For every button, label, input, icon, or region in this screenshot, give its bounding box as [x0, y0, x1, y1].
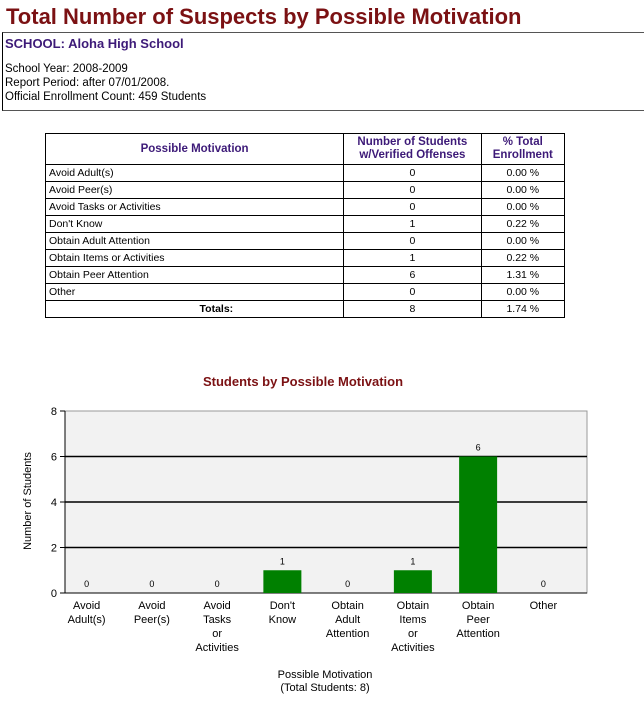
- cell-motivation: Other: [46, 284, 344, 301]
- table-row: [46, 182, 565, 199]
- cell-motivation: Obtain Peer Attention: [46, 267, 344, 284]
- motivation-table: [45, 133, 565, 318]
- x-axis-title-main: Possible Motivation: [277, 669, 373, 681]
- report-period: Report Period: after 07/01/2008.: [5, 77, 170, 89]
- x-tick-label: Attention: [456, 628, 500, 640]
- table-row: [46, 250, 565, 267]
- cell-students: 0: [344, 233, 481, 250]
- cell-students: 0: [344, 284, 481, 301]
- x-tick-label: Obtain: [396, 600, 430, 612]
- x-tick-label: or: [407, 628, 418, 640]
- x-tick-label: Know: [268, 614, 297, 626]
- cell-students: 0: [344, 199, 481, 216]
- table-row: [46, 199, 565, 216]
- header-pct-line2: Enrollment: [492, 149, 553, 161]
- x-tick-label: Other: [529, 600, 558, 612]
- chart-title: Students by Possible Motivation: [202, 374, 404, 389]
- header-students-line2: w/Verified Offenses: [359, 149, 466, 161]
- x-axis-title-sub: (Total Students: 8): [280, 682, 370, 694]
- data-label: 1: [279, 556, 285, 567]
- table-row: [46, 284, 565, 301]
- data-label: 0: [149, 579, 155, 589]
- bar-chart: [0, 395, 644, 665]
- data-label: 0: [345, 579, 351, 589]
- bar: [263, 570, 301, 593]
- x-tick-label: Tasks: [203, 614, 232, 626]
- cell-students: 0: [344, 165, 481, 182]
- y-tick-label: 2: [50, 542, 57, 555]
- header-pct: [481, 134, 564, 165]
- x-tick-label: or: [212, 628, 223, 640]
- x-tick-label: Peer: [466, 614, 490, 626]
- cell-pct: 0.00 %: [481, 284, 564, 301]
- x-tick-label: Don't: [269, 600, 296, 612]
- school-name: SCHOOL: Aloha High School: [5, 36, 184, 51]
- school-year: School Year: 2008-2009: [5, 63, 128, 75]
- cell-pct: 1.31 %: [481, 267, 564, 284]
- cell-pct: 0.22 %: [481, 250, 564, 267]
- cell-motivation: Avoid Peer(s): [46, 182, 344, 199]
- x-tick-label: Attention: [325, 628, 370, 640]
- x-tick-label: Adult: [335, 614, 361, 626]
- x-tick-label: Avoid: [72, 600, 101, 612]
- table-row: [46, 216, 565, 233]
- x-tick-label: Adult(s): [67, 614, 106, 626]
- totals-row: [46, 301, 565, 318]
- cell-pct: 0.00 %: [481, 233, 564, 250]
- cell-pct: 0.22 %: [481, 216, 564, 233]
- x-tick-label: Items: [399, 614, 427, 626]
- cell-students: 6: [344, 267, 481, 284]
- header-motivation: Possible Motivation: [46, 134, 344, 165]
- cell-motivation: Don't Know: [46, 216, 344, 233]
- totals-pct: 1.74 %: [481, 301, 564, 318]
- bar: [394, 570, 432, 593]
- x-axis-title: [260, 669, 390, 695]
- x-tick-label: Peer(s): [133, 614, 170, 626]
- bar: [459, 457, 497, 594]
- table-row: [46, 267, 565, 284]
- cell-pct: 0.00 %: [481, 199, 564, 216]
- data-label: 0: [214, 579, 220, 589]
- y-tick-label: 8: [50, 406, 57, 418]
- cell-motivation: Avoid Adult(s): [46, 165, 344, 182]
- x-tick-label: Activities: [391, 642, 435, 654]
- cell-pct: 0.00 %: [481, 182, 564, 199]
- cell-pct: 0.00 %: [481, 165, 564, 182]
- enrollment-count: Official Enrollment Count: 459 Students: [5, 91, 207, 103]
- totals-students: 8: [344, 301, 481, 318]
- cell-students: 1: [344, 216, 481, 233]
- table-row: [46, 233, 565, 250]
- header-students-line1: Number of Students: [357, 136, 468, 148]
- header-students: [344, 134, 481, 165]
- cell-students: 1: [344, 250, 481, 267]
- data-label: 0: [84, 579, 90, 589]
- cell-motivation: Avoid Tasks or Activities: [46, 199, 344, 216]
- cell-motivation: Obtain Adult Attention: [46, 233, 344, 250]
- cell-motivation: Obtain Items or Activities: [46, 250, 344, 267]
- report-title: Total Number of Suspects by Possible Motivation: [6, 4, 522, 29]
- table-row: [46, 165, 565, 182]
- y-axis-label: Number of Students: [22, 452, 34, 550]
- y-tick-label: 6: [50, 451, 57, 464]
- data-label: 1: [410, 556, 416, 567]
- y-tick-label: 0: [50, 588, 57, 600]
- header-pct-line1: % Total: [502, 136, 543, 148]
- table-header-row: [46, 134, 565, 165]
- y-tick-label: 4: [50, 497, 57, 509]
- data-label: 6: [475, 442, 481, 453]
- data-label: 0: [540, 579, 546, 589]
- cell-students: 0: [344, 182, 481, 199]
- x-tick-label: Obtain: [331, 600, 364, 612]
- x-tick-label: Avoid: [138, 600, 166, 612]
- x-tick-label: Activities: [195, 642, 239, 654]
- x-tick-label: Obtain: [461, 600, 495, 612]
- x-tick-label: Avoid: [203, 600, 231, 612]
- totals-label: Totals:: [46, 301, 344, 318]
